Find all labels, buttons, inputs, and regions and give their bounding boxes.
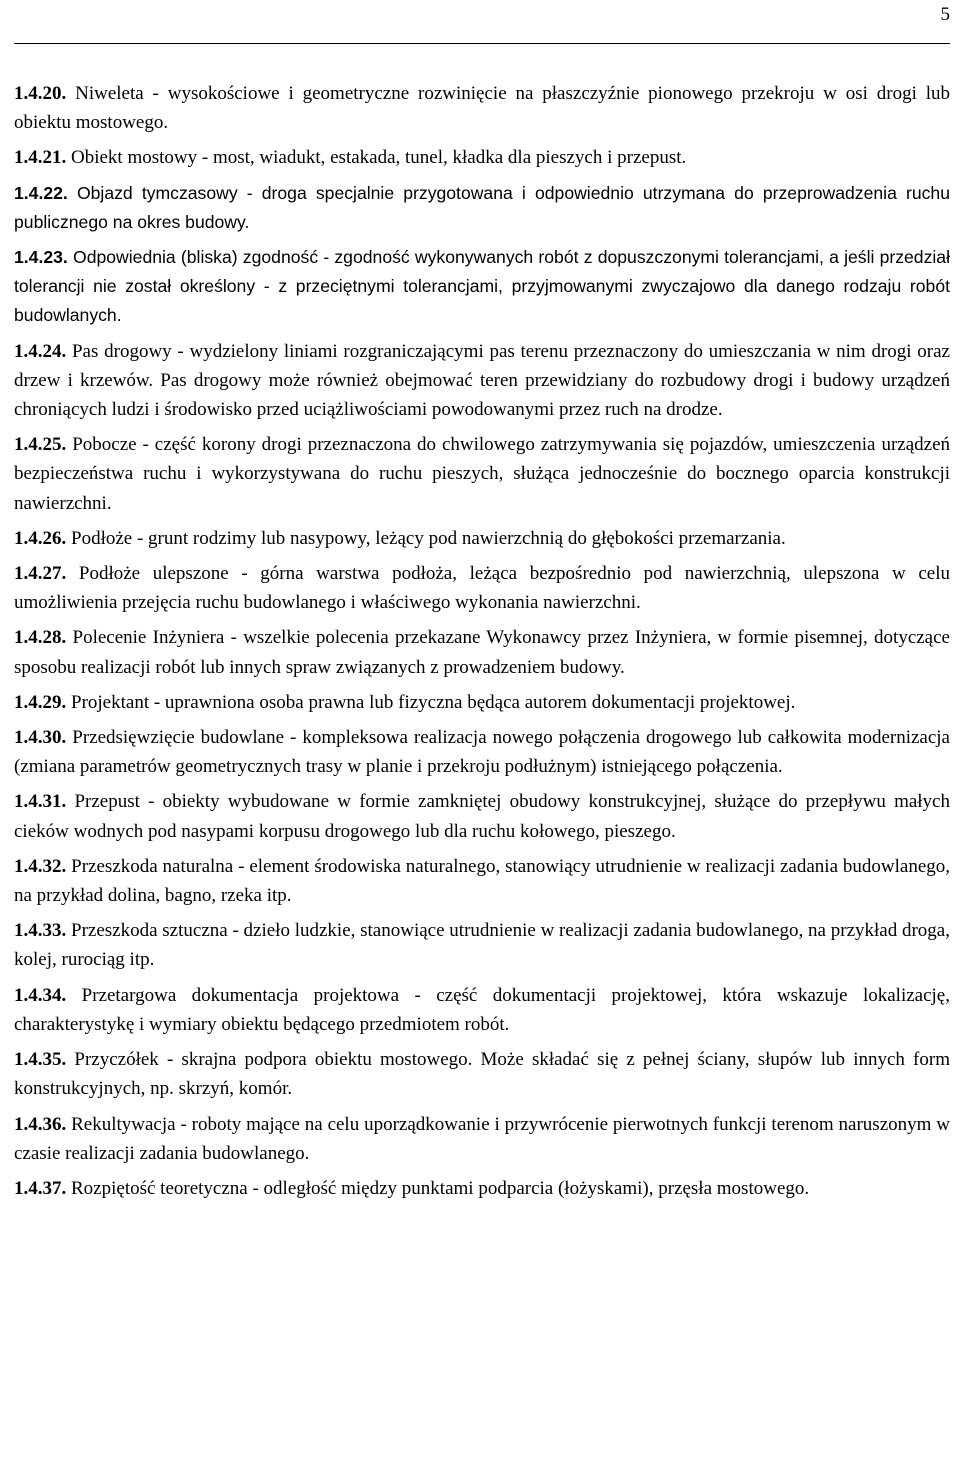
definition-number: 1.4.30.: [14, 727, 67, 749]
definition-entry: [14, 852, 950, 910]
definition-text: Polecenie Inżyniera - wszelkie polecenia przekazane Wykonawcy przez Inżyniera, w formie pisemnej, dotyczące sposobu realizacji robót lub innych spraw związanych z prowadzeniem budowy.: [14, 627, 950, 678]
definition-text: Podłoże - grunt rodzimy lub nasypowy, leżący pod nawierzchnią do głębokości przemarzania.: [66, 527, 786, 549]
definition-entry: [14, 243, 950, 331]
definition-text: Pas drogowy - wydzielony liniami rozgraniczającymi pas terenu przeznaczony do umieszczania w nim drogi oraz drzew i krzewów. Pas drogowy może również obejmować teren przewidziany do rozbudowy drogi i budowy urządzeń chroniących ludzi i środowisko przed uciążliwościami powodowanymi przez ruch na drodze.: [14, 340, 950, 421]
definition-entry: [14, 179, 950, 237]
page-number: 5: [940, 4, 950, 25]
definition-text: Rozpiętość teoretyczna - odległość między punktami podparcia (łożyskami), przęsła mostowego.: [66, 1177, 810, 1199]
definition-number: 1.4.37.: [14, 1177, 67, 1199]
definition-text: Przepust - obiekty wybudowane w formie zamkniętej obudowy konstrukcyjnej, służące do przepływu małych cieków wodnych pod nasypami korpusu drogowego lub dla ruchu kołowego, pieszego.: [14, 791, 950, 842]
definition-entry: [14, 559, 950, 617]
definition-text: Podłoże ulepszone - górna warstwa podłoża, leżąca bezpośrednio pod nawierzchnią, ulepszona w celu umożliwienia przejęcia ruchu budowlanego i właściwego wykonania nawierzchni.: [14, 563, 950, 614]
definition-number: 1.4.32.: [14, 855, 67, 877]
definition-text: Odpowiednia (bliska) zgodność - zgodność wykonywanych robót z dopuszczonymi tolerancjami, a jeśli przedział tolerancji nie został określony - z przeciętnymi tolerancjami, przyjmowanymi zwyczajowo dla danego rodzaju robót budowlanych.: [14, 247, 950, 326]
definition-number: 1.4.21.: [14, 147, 67, 169]
definition-number: 1.4.27.: [14, 563, 67, 585]
definition-entry: [14, 688, 950, 717]
definition-entry: [14, 1110, 950, 1168]
definition-entry: [14, 1174, 950, 1203]
definition-number: 1.4.34.: [14, 984, 67, 1006]
definition-number: 1.4.28.: [14, 627, 67, 649]
definition-number: 1.4.24.: [14, 340, 67, 362]
definition-text: Przeszkoda naturalna - element środowiska naturalnego, stanowiący utrudnienie w realizacji zadania budowlanego, na przykład dolina, bagno, rzeka itp.: [14, 855, 950, 907]
definition-entry: [14, 916, 950, 974]
document-body: [14, 79, 950, 1209]
definition-number: 1.4.33.: [14, 920, 67, 942]
definition-text: Przeszkoda sztuczna - dzieło ludzkie, stanowiące utrudnienie w realizacji zadania budowlanego, na przykład droga, kolej, rurociąg itp.: [14, 920, 950, 971]
definition-number: 1.4.23.: [14, 247, 68, 268]
definition-entry: [14, 981, 950, 1039]
definition-entry: [14, 337, 950, 425]
definition-text: Przedsięwzięcie budowlane - kompleksowa realizacja nowego połączenia drogowego lub całkowita modernizacja (zmiana parametrów geometrycznych trasy w planie i przekroju podłużnym) istniejącego połączenia.: [14, 727, 950, 778]
definition-number: 1.4.35.: [14, 1049, 67, 1071]
definition-text: Przetargowa dokumentacja projektowa - część dokumentacji projektowej, która wskazuje lokalizację, charakterystykę i wymiary obiektu będącego przedmiotem robót.: [14, 984, 950, 1035]
definition-number: 1.4.36.: [14, 1113, 67, 1135]
definition-number: 1.4.29.: [14, 691, 67, 713]
definition-entry: [14, 623, 950, 681]
definition-entry: [14, 787, 950, 845]
definition-text: Obiekt mostowy - most, wiadukt, estakada, tunel, kładka dla pieszych i przepust.: [66, 147, 687, 169]
definition-text: Projektant - uprawniona osoba prawna lub fizyczna będąca autorem dokumentacji projektowej.: [66, 691, 796, 713]
definition-text: Objazd tymczasowy - droga specjalnie przygotowana i odpowiednio utrzymana do przeprowadzenia ruchu publicznego na okres budowy.: [14, 182, 950, 232]
definition-text: Niweleta - wysokościowe i geometryczne rozwinięcie na płaszczyźnie pionowego przekroju w osi drogi lub obiektu mostowego.: [14, 83, 950, 134]
definition-entry: [14, 143, 950, 172]
definition-entry: [14, 723, 950, 781]
definition-number: 1.4.22.: [14, 182, 68, 203]
definition-entry: [14, 524, 950, 553]
definition-number: 1.4.31.: [14, 791, 67, 813]
definition-entry: [14, 1045, 950, 1103]
definition-entry: [14, 79, 950, 137]
definition-text: Pobocze - część korony drogi przeznaczona do chwilowego zatrzymywania się pojazdów, umieszczenia urządzeń bezpieczeństwa ruchu i wykorzystywana do ruchu pieszych, służąca jednocześnie do bocznego oparcia konstrukcji nawierzchni.: [14, 434, 950, 514]
header-rule: [14, 43, 950, 44]
definition-number: 1.4.20.: [14, 83, 67, 104]
definition-number: 1.4.25.: [14, 434, 67, 456]
definition-text: Przyczółek - skrajna podpora obiektu mostowego. Może składać się z pełnej ściany, słupów lub innych form konstrukcyjnych, np. skrzyń, komór.: [14, 1049, 950, 1100]
definition-entry: [14, 430, 950, 518]
definition-number: 1.4.26.: [14, 527, 67, 549]
definition-text: Rekultywacja - roboty mające na celu uporządkowanie i przywrócenie pierwotnych funkcji terenom naruszonym w czasie realizacji zadania budowlanego.: [14, 1113, 950, 1164]
